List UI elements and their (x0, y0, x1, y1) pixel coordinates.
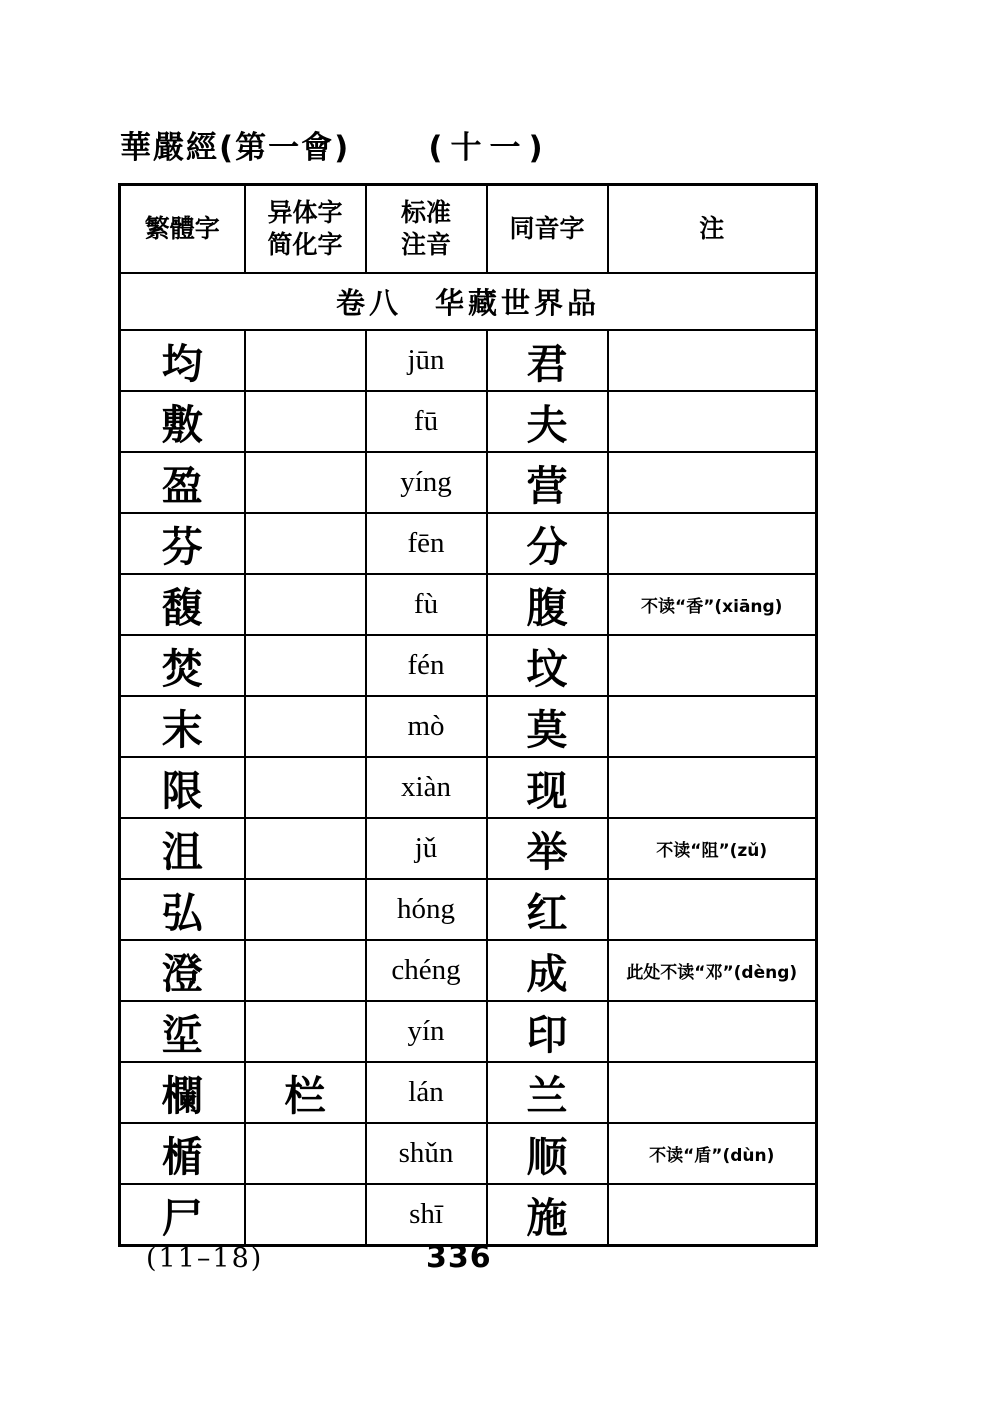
table-row (120, 330, 817, 391)
pinyin-cell: hóng (366, 879, 487, 940)
note-cell (608, 879, 817, 940)
note-cell: 不读“盾”(dùn) (608, 1123, 817, 1184)
variant-char-cell (245, 879, 366, 940)
homophone-cell: 成 (487, 940, 608, 1001)
table-row (120, 1001, 817, 1062)
sutra-title: 華嚴經(第一會) (120, 130, 351, 166)
col-header-traditional-character (120, 185, 245, 274)
pinyin-cell: yíng (366, 452, 487, 513)
pinyin-cell: fù (366, 574, 487, 635)
homophone-cell: 红 (487, 879, 608, 940)
pinyin-cell: fén (366, 635, 487, 696)
pinyin-cell: shī (366, 1184, 487, 1246)
note-cell (608, 1062, 817, 1123)
trad-char-cell: 限 (120, 757, 245, 818)
homophone-cell: 现 (487, 757, 608, 818)
note-cell: 不读“香”(xiāng) (608, 574, 817, 635)
pinyin-cell: yín (366, 1001, 487, 1062)
col-header-label: 注音 (400, 230, 451, 259)
variant-char-cell (245, 757, 366, 818)
pinyin-cell: lán (366, 1062, 487, 1123)
col-header-label: 同音字 (509, 213, 585, 243)
table-row (120, 1184, 817, 1246)
pinyin-cell: chéng (366, 940, 487, 1001)
trad-char-cell: 澄 (120, 940, 245, 1001)
homophone-cell: 举 (487, 818, 608, 879)
col-header-label: 标准 (400, 197, 451, 227)
col-header-label: 注 (699, 213, 725, 243)
col-header-standard-pinyin (366, 185, 487, 274)
homophone-cell: 腹 (487, 574, 608, 635)
homophone-cell: 夫 (487, 391, 608, 452)
table-row (120, 1123, 817, 1184)
homophone-cell: 兰 (487, 1062, 608, 1123)
table-row (120, 818, 817, 879)
col-header-label: 异体字 (267, 197, 343, 227)
trad-char-cell: 垽 (120, 1001, 245, 1062)
table-row (120, 940, 817, 1001)
note-cell (608, 513, 817, 574)
note-cell (608, 696, 817, 757)
note-cell (608, 635, 817, 696)
note-cell (608, 330, 817, 391)
trad-char-cell: 尸 (120, 1184, 245, 1246)
homophone-cell: 君 (487, 330, 608, 391)
pinyin-cell: fēn (366, 513, 487, 574)
pinyin-cell: jǔ (366, 818, 487, 879)
section-title: 卷八 华藏世界品 (120, 273, 817, 330)
pinyin-cell: jūn (366, 330, 487, 391)
trad-char-cell: 沮 (120, 818, 245, 879)
trad-char-cell: 芬 (120, 513, 245, 574)
variant-char-cell (245, 452, 366, 513)
trad-char-cell: 馥 (120, 574, 245, 635)
variant-char-cell (245, 391, 366, 452)
table-row (120, 1062, 817, 1123)
col-header-label: 简化字 (267, 230, 343, 259)
note-cell (608, 452, 817, 513)
variant-char-cell (245, 1184, 366, 1246)
homophone-cell: 营 (487, 452, 608, 513)
homophone-cell: 莫 (487, 696, 608, 757)
variant-char-cell (245, 1123, 366, 1184)
table-row (120, 391, 817, 452)
footer-fascicle-range: (11–18) (146, 1243, 264, 1274)
variant-char-cell (245, 818, 366, 879)
table-header-row (120, 185, 817, 274)
trad-char-cell: 欄 (120, 1062, 245, 1123)
table-row (120, 574, 817, 635)
note-cell (608, 391, 817, 452)
variant-char-cell (245, 696, 366, 757)
section-row (120, 273, 817, 330)
trad-char-cell: 焚 (120, 635, 245, 696)
variant-char-cell (245, 513, 366, 574)
homophone-cell: 分 (487, 513, 608, 574)
note-cell (608, 1184, 817, 1246)
homophone-cell: 坟 (487, 635, 608, 696)
col-header-note (608, 185, 817, 274)
table-row (120, 635, 817, 696)
note-cell: 不读“阻”(zǔ) (608, 818, 817, 879)
table-row (120, 757, 817, 818)
variant-char-cell (245, 940, 366, 1001)
table-row (120, 513, 817, 574)
trad-char-cell: 楯 (120, 1123, 245, 1184)
pinyin-cell: fū (366, 391, 487, 452)
col-header-variant-simplified (245, 185, 366, 274)
col-header-label: 繁體字 (144, 213, 220, 243)
variant-char-cell: 栏 (245, 1062, 366, 1123)
note-cell (608, 1001, 817, 1062)
homophone-cell: 印 (487, 1001, 608, 1062)
pinyin-cell: shǔn (366, 1123, 487, 1184)
pinyin-cell: xiàn (366, 757, 487, 818)
variant-char-cell (245, 574, 366, 635)
pronunciation-table (118, 183, 818, 1247)
trad-char-cell: 弘 (120, 879, 245, 940)
trad-char-cell: 均 (120, 330, 245, 391)
pinyin-cell: mò (366, 696, 487, 757)
fascicle-part-number: (十一) (428, 130, 551, 166)
homophone-cell: 施 (487, 1184, 608, 1246)
note-cell (608, 757, 817, 818)
homophone-cell: 顺 (487, 1123, 608, 1184)
trad-char-cell: 敷 (120, 391, 245, 452)
variant-char-cell (245, 1001, 366, 1062)
variant-char-cell (245, 330, 366, 391)
page-header (120, 122, 551, 167)
table-row (120, 452, 817, 513)
table-row (120, 879, 817, 940)
trad-char-cell: 末 (120, 696, 245, 757)
variant-char-cell (245, 635, 366, 696)
page-number: 336 (426, 1240, 492, 1275)
table-row (120, 696, 817, 757)
trad-char-cell: 盈 (120, 452, 245, 513)
note-cell: 此处不读“邓”(dèng) (608, 940, 817, 1001)
col-header-homophone (487, 185, 608, 274)
